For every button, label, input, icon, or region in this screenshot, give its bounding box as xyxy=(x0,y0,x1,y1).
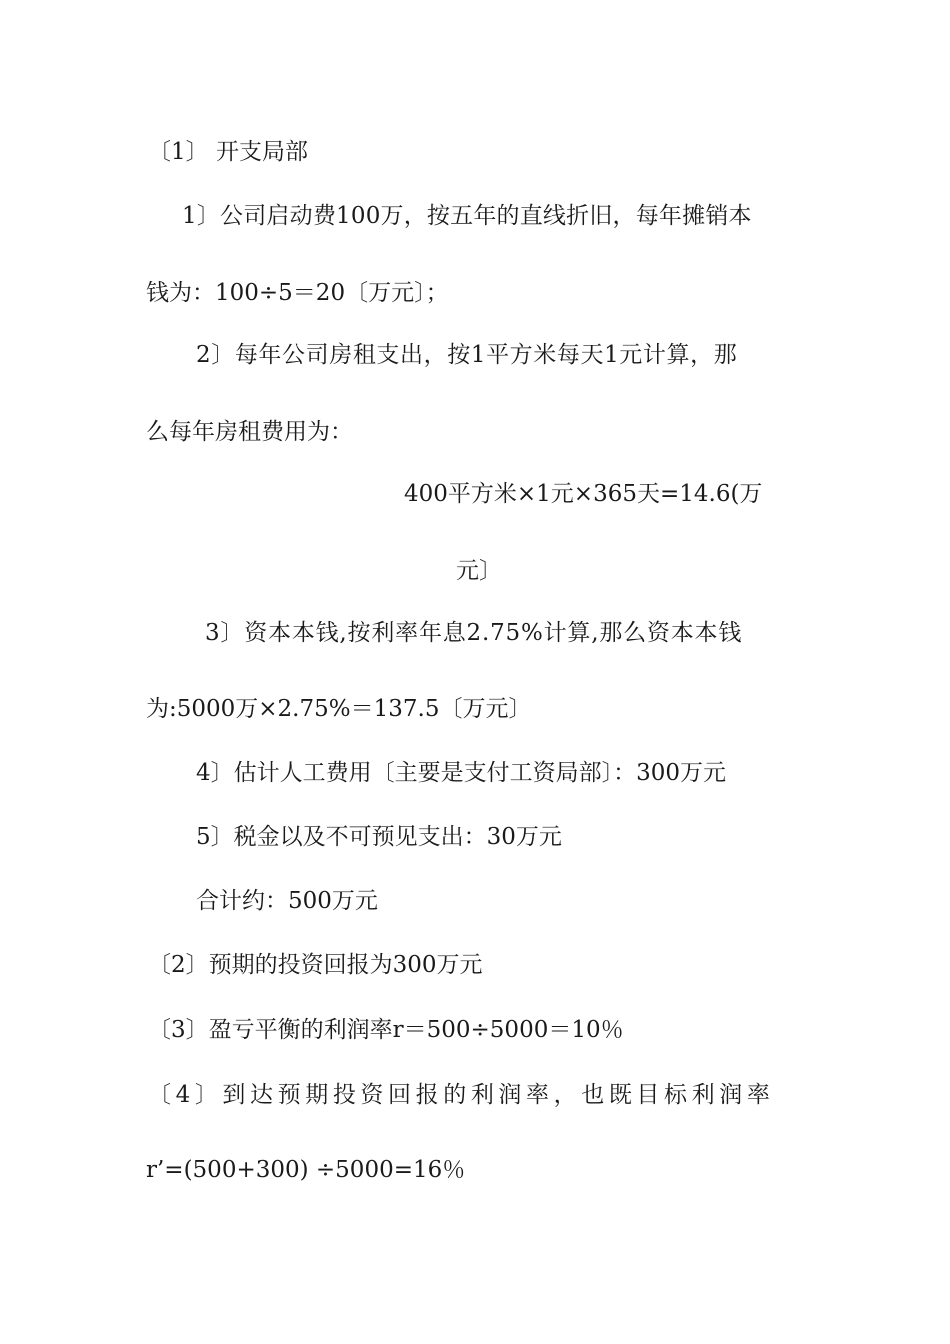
formula-line: 元〕 xyxy=(456,558,502,584)
paragraph-line: 5〕税金以及不可预见支出：30万元 xyxy=(196,824,562,850)
paragraph-line: 么每年房租费用为： xyxy=(146,419,353,445)
formula-line: r’=(500+300) ÷5000=16％ xyxy=(146,1157,466,1183)
paragraph-line: 2〕每年公司房租支出，按1平方米每天1元计算，那 xyxy=(196,342,738,368)
paragraph-line: 3〕资本本钱,按利率年息2.75%计算,那么资本本钱 xyxy=(205,620,743,646)
section-heading-breakeven: 〔3〕盈亏平衡的利润率r＝500÷5000＝10％ xyxy=(148,1017,624,1043)
section-heading-target: 〔4〕到达预期投资回报的利润率，也既目标利润率 xyxy=(148,1082,775,1108)
paragraph-line: 为:5000万×2.75%＝137.5〔万元〕 xyxy=(146,696,532,722)
paragraph-line: 4〕估计人工费用〔主要是支付工资局部〕：300万元 xyxy=(196,760,727,786)
total-line: 合计约：500万元 xyxy=(196,888,378,914)
section-heading-expenses: 〔1〕 开支局部 xyxy=(148,139,308,165)
paragraph-line: 1〕公司启动费100万，按五年的直线折旧，每年摊销本 xyxy=(182,203,752,229)
formula-line: 400平方米×1元×365天=14.6(万 xyxy=(404,481,763,507)
section-heading-return: 〔2〕预期的投资回报为300万元 xyxy=(148,952,483,978)
paragraph-line: 钱为：100÷5＝20〔万元〕； xyxy=(146,280,449,306)
